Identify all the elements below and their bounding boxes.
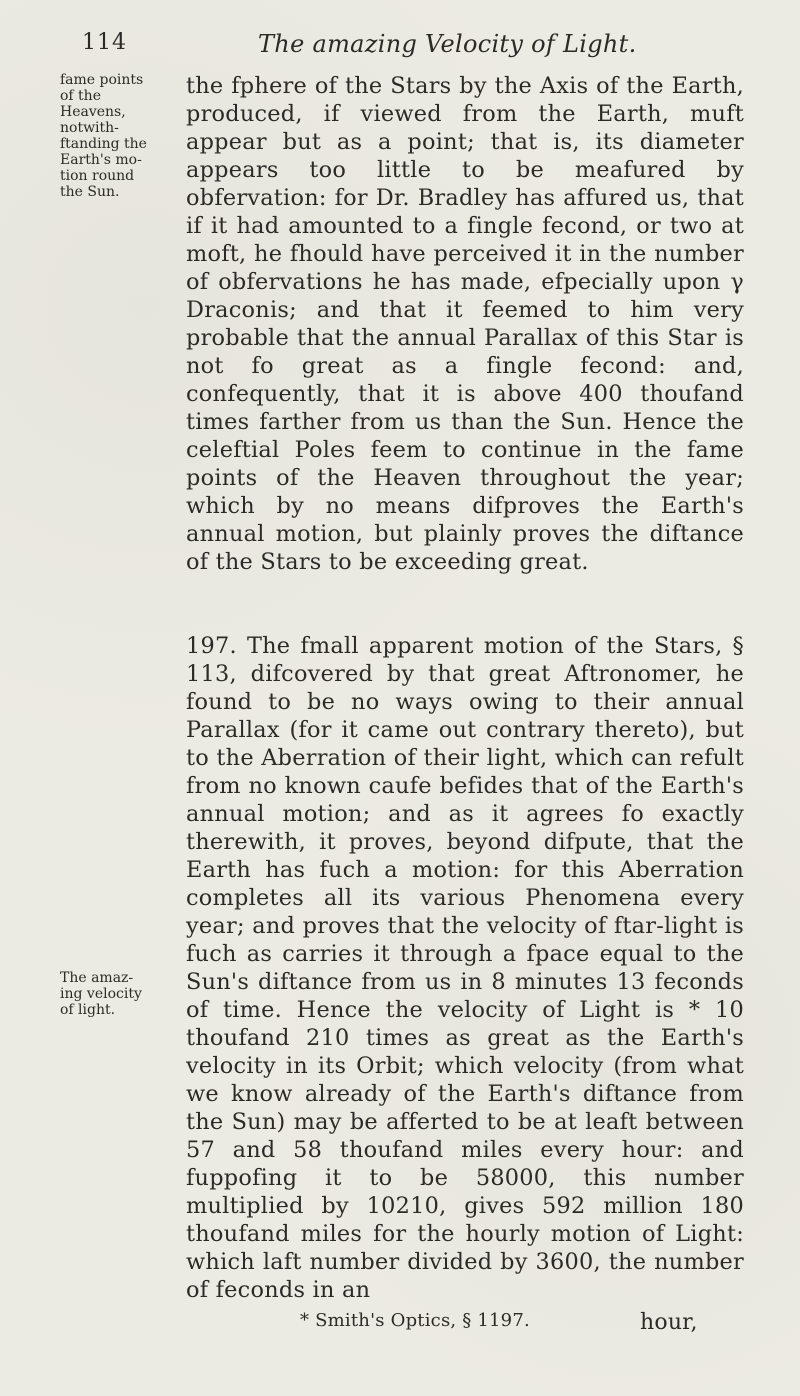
margin-note-line: ftanding the (60, 136, 147, 152)
margin-note-light-velocity (60, 970, 170, 1018)
margin-note-stars-points (60, 72, 170, 200)
margin-note-line: Heavens, (60, 104, 126, 120)
paragraph-1: the fphere of the Stars by the Axis of the Earth, produced, if viewed from the Earth, muft appear but as a point; that is, its diameter appears too little to be meafured by obfervation: for Dr. Bradley has affured us, that if it had amounted to a fingle fecond, or two at moft, he fhould have perceived it in the number of obfervations he has made, efpecially upon γ Draconis; and that it feemed to him very probable that the annual Parallax of this Star is not fo great as a fingle fecond: and, confequently, that it is above 400 thoufand times farther from us than the Sun. Hence the celeftial Poles feem to continue in the fame points of the Heaven throughout the year; which by no means difproves the Earth's annual motion, but plainly proves the diftance of the Stars to be exceeding great. (186, 73, 744, 575)
margin-note-line: of light. (60, 1002, 116, 1018)
page-header (82, 30, 702, 62)
catchword: hour, (640, 1310, 698, 1335)
margin-note-line: of the (60, 88, 101, 104)
margin-note-line: The amaz- (60, 970, 134, 986)
main-text-block (186, 72, 744, 1304)
margin-note-line: ing velocity (60, 986, 142, 1002)
margin-note-line: Earth's mo- (60, 152, 142, 168)
margin-note-line: tion round (60, 168, 135, 184)
margin-note-line: notwith- (60, 120, 119, 136)
margin-note-line: the Sun. (60, 184, 120, 200)
footnote: * Smith's Optics, § 1197. (300, 1310, 530, 1331)
running-title: The amazing Velocity of Light. (258, 30, 637, 58)
page-number: 114 (82, 30, 127, 55)
paragraph-2: 197. The fmall apparent motion of the Stars, § 113, difcovered by that great Aftronomer, he found to be no ways owing to their annual Parallax (for it came out contrary thereto), but to the Aberration of their light, which can refult from no known caufe befides that of the Earth's annual motion; and as it agrees fo exactly therewith, it proves, beyond difpute, that the Earth has fuch a motion: for this Aberration completes all its various Phenomena every year; and proves that the velocity of ftar-light is fuch as carries it through a fpace equal to the Sun's diftance from us in 8 minutes 13 feconds of time. Hence the velocity of Light is * 10 thoufand 210 times as great as the Earth's velocity in its Orbit; which velocity (from what we know already of the Earth's diftance from the Sun) may be afferted to be at leaft between 57 and 58 thoufand miles every hour: and fuppofing it to be 58000, this number multiplied by 10210, gives 592 million 180 thoufand miles for the hourly motion of Light: which laft number divided by 3600, the number of feconds in an (186, 633, 744, 1303)
margin-note-line: fame points (60, 72, 144, 88)
